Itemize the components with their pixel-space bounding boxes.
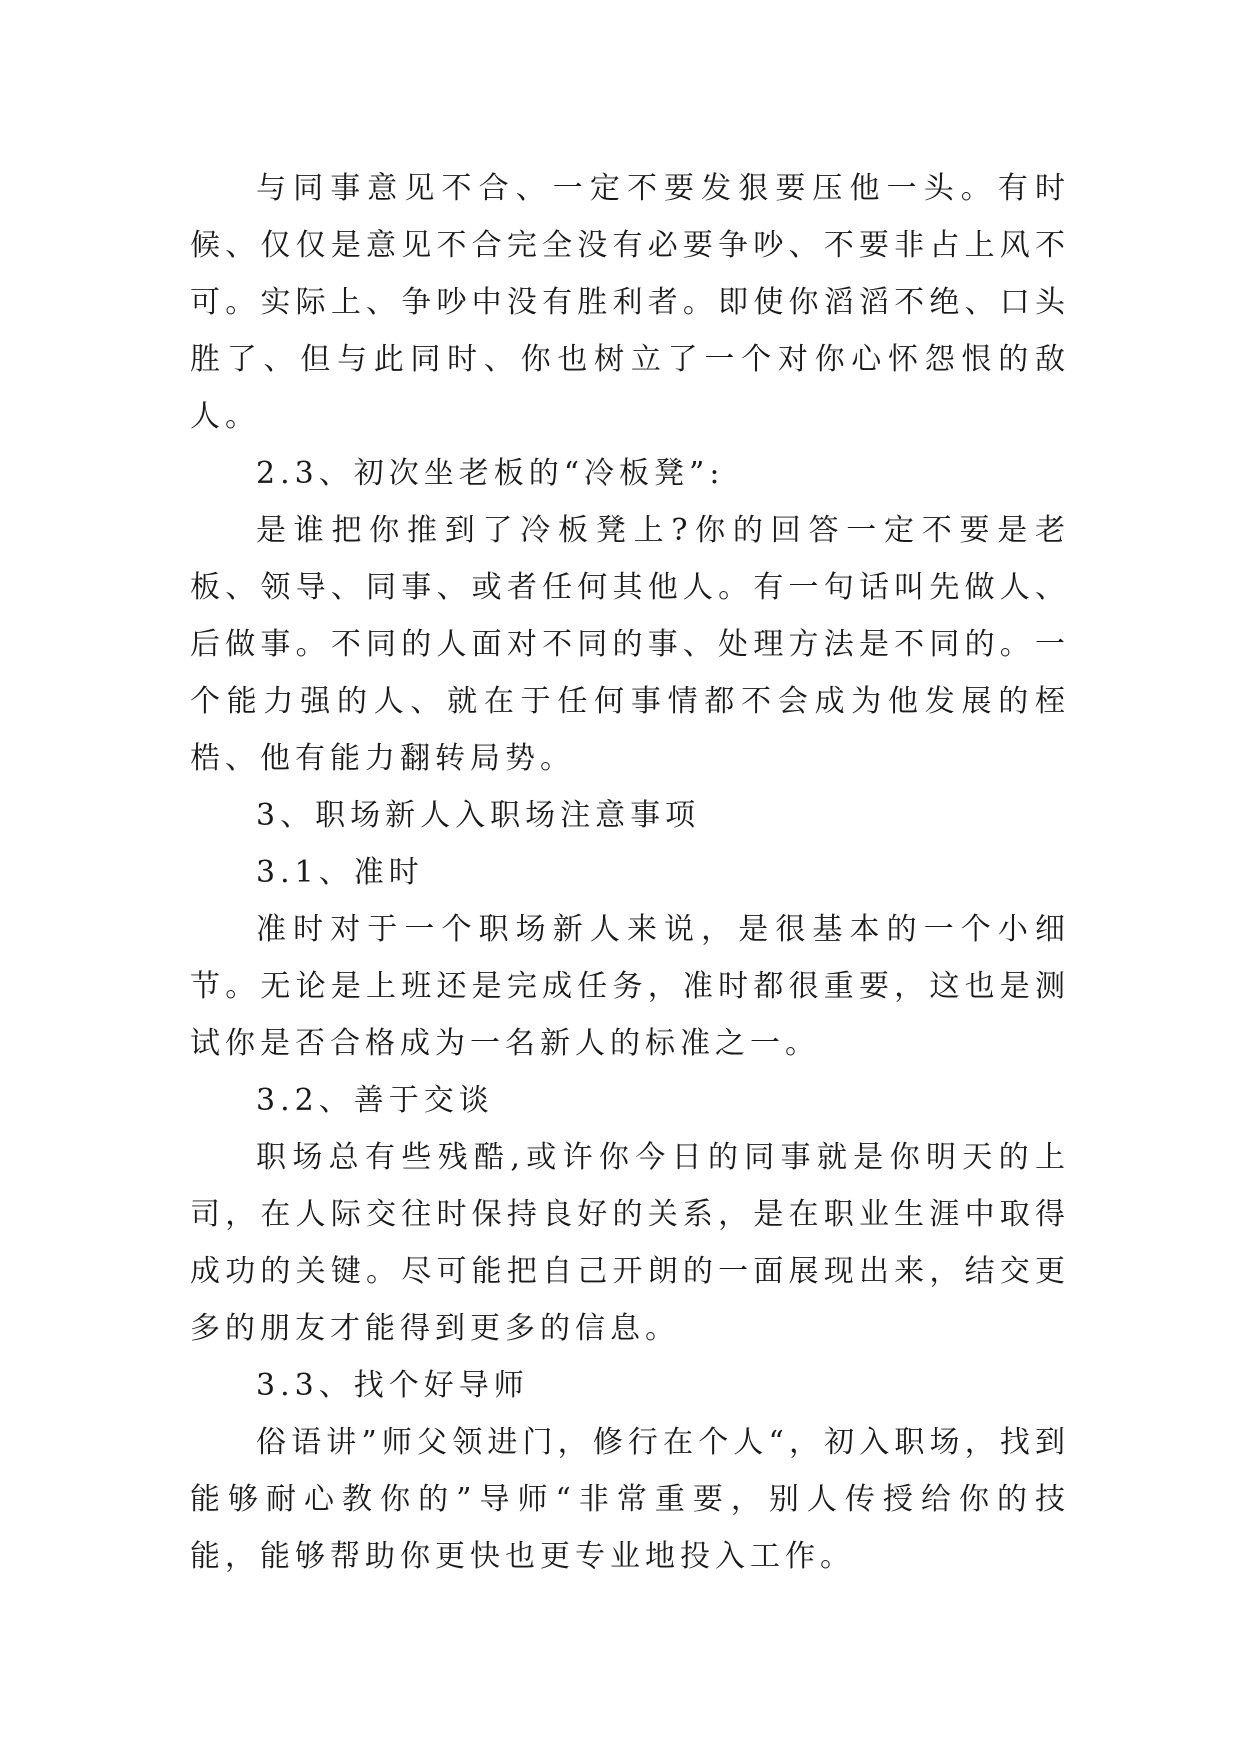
paragraph-communication: 职场总有些残酷,或许你今日的同事就是你明天的上司，在人际交往时保持良好的关系，是在职业生涯中取得成功的关键。尽可能把自己开朗的一面展现出来，结交更多的朋友才能得到更多的信息。	[190, 1140, 1070, 1346]
heading-2-3: 2.3、初次坐老板的“冷板凳”:	[256, 456, 725, 491]
paragraph-punctuality: 准时对于一个职场新人来说，是很基本的一个小细节。无论是上班还是完成任务，准时都很重要，这也是测试你是否合格成为一名新人的标准之一。	[190, 912, 1070, 1061]
heading-3-3: 3.3、找个好导师	[256, 1368, 529, 1403]
paragraph-disagreement: 与同事意见不合、一定不要发狠要压他一头。有时候、仅仅是意见不合完全没有必要争吵、不要非占上风不可。实际上、争吵中没有胜利者。即使你滔滔不绝、口头胜了、但与此同时、你也树立了一个对你心怀怨恨的敌人。	[190, 171, 1070, 434]
heading-3-2: 3.2、善于交谈	[256, 1083, 494, 1118]
heading-3: 3、职场新人入职场注意事项	[256, 798, 701, 833]
document-body	[190, 160, 1070, 1585]
paragraph-mentor: 俗语讲”师父领进门，修行在个人“，初入职场，找到能够耐心教你的”导师“非常重要，别人传授给你的技能，能够帮助你更快也更专业地投入工作。	[190, 1425, 1070, 1574]
paragraph-cold-bench: 是谁把你推到了冷板凳上?你的回答一定不要是老板、领导、同事、或者任何其他人。有一句话叫先做人、后做事。不同的人面对不同的事、处理方法是不同的。一个能力强的人、就在于任何事情都不会成为他发展的桎梏、他有能力翻转局势。	[190, 513, 1070, 776]
heading-3-1: 3.1、准时	[256, 855, 424, 890]
